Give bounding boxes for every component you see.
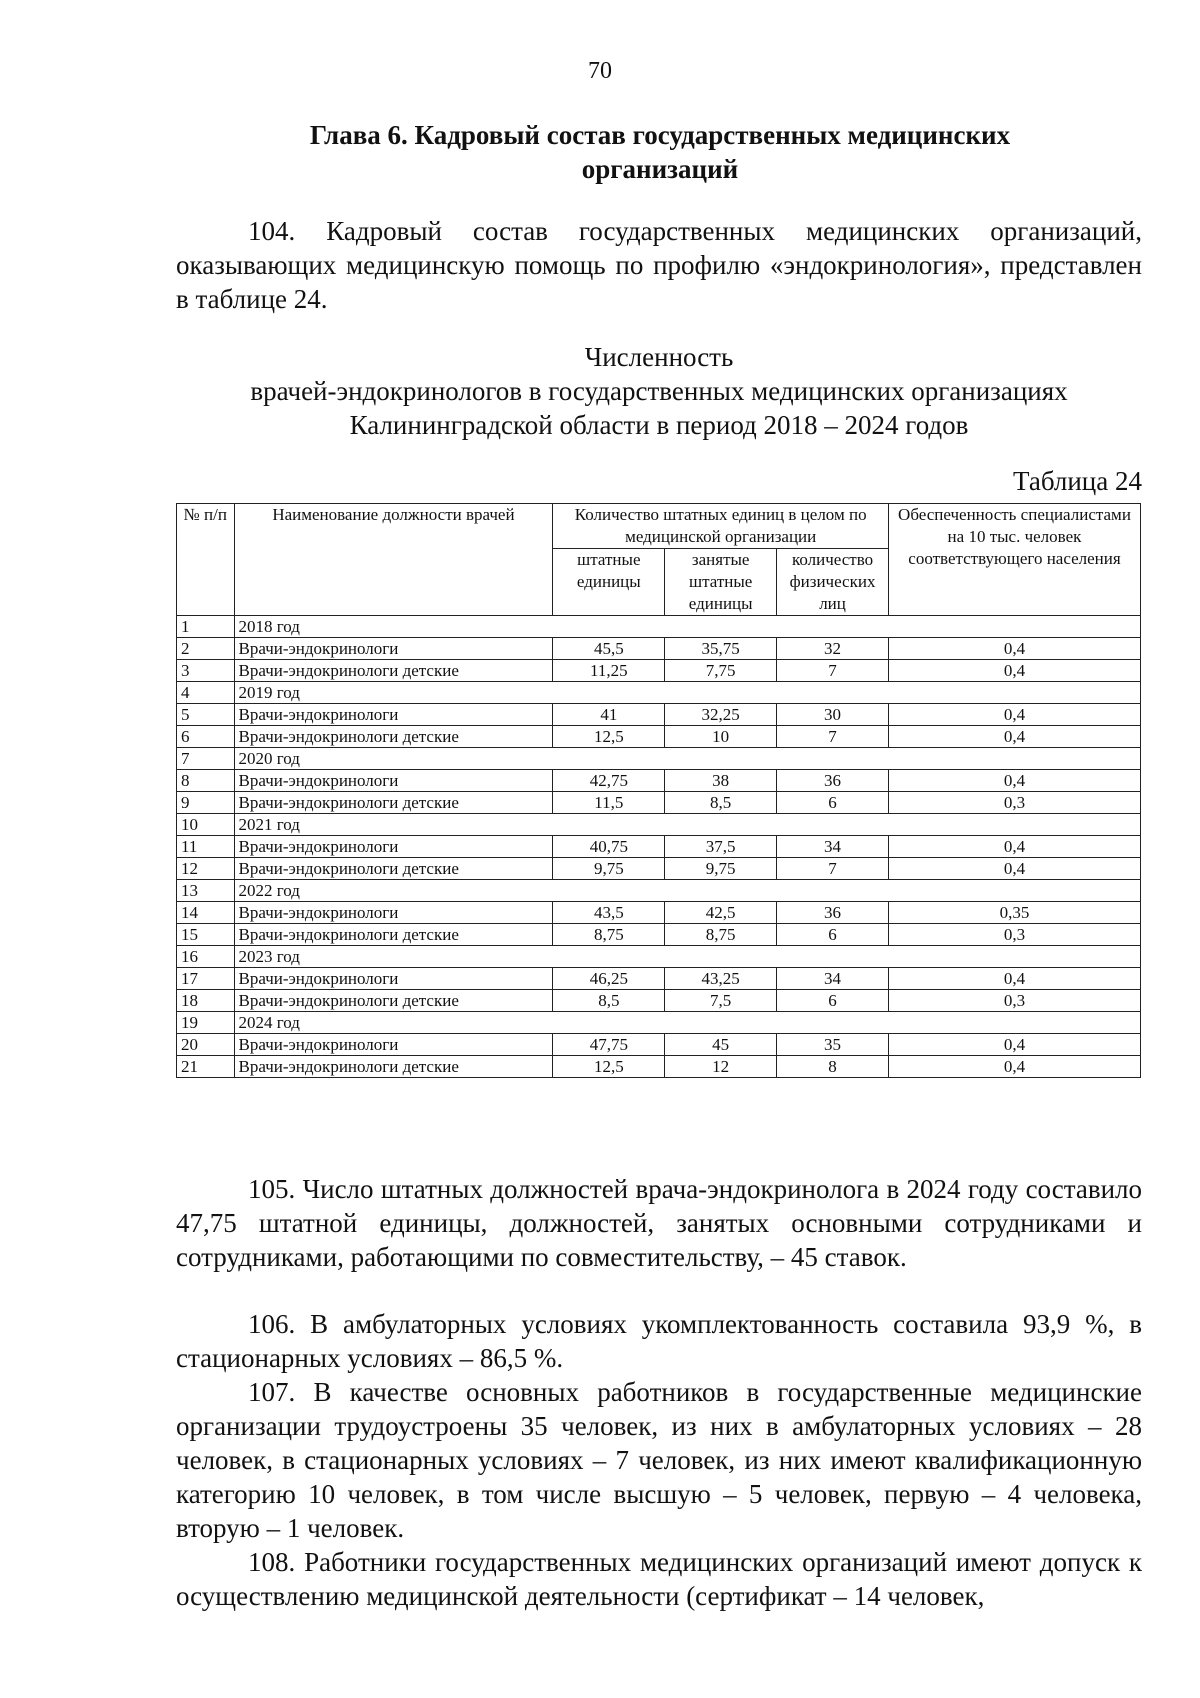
position-name-cell: Врачи-эндокринологи детские xyxy=(234,726,553,748)
table-year-row xyxy=(177,682,1141,704)
paragraph-108: 108. Работники государственных медицинских организаций имеют допуск к осуществлению медицинской деятельности (сертификат – 14 человек, xyxy=(176,1547,1142,1611)
year-cell: 2021 год xyxy=(234,814,1141,836)
year-cell: 2024 год xyxy=(234,1012,1141,1034)
table-row xyxy=(177,990,1141,1012)
ratio-cell: 0,3 xyxy=(888,990,1140,1012)
table-row xyxy=(177,660,1141,682)
occupied-units-cell: 8,75 xyxy=(665,924,777,946)
table-row xyxy=(177,858,1141,880)
ratio-cell: 0,4 xyxy=(888,968,1140,990)
table-header xyxy=(177,504,1141,616)
individuals-cell: 36 xyxy=(777,902,889,924)
individuals-cell: 36 xyxy=(777,770,889,792)
ratio-cell: 0,3 xyxy=(888,924,1140,946)
individuals-cell: 30 xyxy=(777,704,889,726)
staff-units-cell: 45,5 xyxy=(553,638,665,660)
position-name-cell: Врачи-эндокринологи xyxy=(234,1034,553,1056)
ratio-cell: 0,4 xyxy=(888,836,1140,858)
occupied-units-cell: 37,5 xyxy=(665,836,777,858)
table-row xyxy=(177,704,1141,726)
paragraph-104: 104. Кадровый состав государственных медицинских организаций, оказывающих медицинскую помощь по профилю «эндокринология», представлен в таблице 24. xyxy=(176,216,1142,314)
header-individuals: количество физических лиц xyxy=(777,549,889,616)
table-year-row xyxy=(177,616,1141,638)
ratio-cell: 0,4 xyxy=(888,1034,1140,1056)
occupied-units-cell: 38 xyxy=(665,770,777,792)
row-number-cell: 1 xyxy=(177,616,235,638)
header-units-group: Количество штатных единиц в целом по медицинской организации xyxy=(553,504,889,549)
table-year-row xyxy=(177,1012,1141,1034)
chapter-title: Глава 6. Кадровый состав государственных медицинских организаций xyxy=(309,120,1011,184)
ratio-cell: 0,4 xyxy=(888,638,1140,660)
staff-units-cell: 42,75 xyxy=(553,770,665,792)
individuals-cell: 35 xyxy=(777,1034,889,1056)
header-no: № п/п xyxy=(177,504,235,616)
row-number-cell: 17 xyxy=(177,968,235,990)
row-number-cell: 15 xyxy=(177,924,235,946)
table-year-row xyxy=(177,880,1141,902)
row-number-cell: 7 xyxy=(177,748,235,770)
ratio-cell: 0,3 xyxy=(888,792,1140,814)
header-occupied-units: занятые штатные единицы xyxy=(665,549,777,616)
staff-units-cell: 40,75 xyxy=(553,836,665,858)
table-row xyxy=(177,836,1141,858)
row-number-cell: 11 xyxy=(177,836,235,858)
position-name-cell: Врачи-эндокринологи детские xyxy=(234,924,553,946)
staff-units-cell: 46,25 xyxy=(553,968,665,990)
occupied-units-cell: 10 xyxy=(665,726,777,748)
table-row xyxy=(177,726,1141,748)
paragraph-105: 105. Число штатных должностей врача-эндокринолога в 2024 году составило 47,75 штатной единицы, должностей, занятых основными сотрудниками и сотрудниками, работающими по совместительству, – 45 ставок. xyxy=(176,1174,1142,1272)
occupied-units-cell: 12 xyxy=(665,1056,777,1078)
individuals-cell: 32 xyxy=(777,638,889,660)
table-caption-line: врачей-эндокринологов в государственных медицинских организациях xyxy=(250,376,1068,406)
table-row xyxy=(177,792,1141,814)
position-name-cell: Врачи-эндокринологи xyxy=(234,902,553,924)
year-cell: 2018 год xyxy=(234,616,1141,638)
row-number-cell: 12 xyxy=(177,858,235,880)
table-year-row xyxy=(177,814,1141,836)
position-name-cell: Врачи-эндокринологи xyxy=(234,836,553,858)
staff-units-cell: 11,25 xyxy=(553,660,665,682)
row-number-cell: 16 xyxy=(177,946,235,968)
table-caption xyxy=(176,340,1142,442)
position-name-cell: Врачи-эндокринологи детские xyxy=(234,858,553,880)
staff-units-cell: 12,5 xyxy=(553,1056,665,1078)
occupied-units-cell: 35,75 xyxy=(665,638,777,660)
staff-units-cell: 41 xyxy=(553,704,665,726)
staff-units-cell: 8,75 xyxy=(553,924,665,946)
table-body xyxy=(177,616,1141,1078)
table-row xyxy=(177,902,1141,924)
position-name-cell: Врачи-эндокринологи xyxy=(234,968,553,990)
ratio-cell: 0,4 xyxy=(888,770,1140,792)
individuals-cell: 6 xyxy=(777,924,889,946)
position-name-cell: Врачи-эндокринологи xyxy=(234,638,553,660)
row-number-cell: 21 xyxy=(177,1056,235,1078)
row-number-cell: 13 xyxy=(177,880,235,902)
staff-units-cell: 8,5 xyxy=(553,990,665,1012)
table-caption-line: Численность xyxy=(584,342,734,372)
staff-units-cell: 9,75 xyxy=(553,858,665,880)
year-cell: 2022 год xyxy=(234,880,1141,902)
row-number-cell: 3 xyxy=(177,660,235,682)
row-number-cell: 20 xyxy=(177,1034,235,1056)
occupied-units-cell: 32,25 xyxy=(665,704,777,726)
table-row xyxy=(177,968,1141,990)
table-row xyxy=(177,924,1141,946)
individuals-cell: 7 xyxy=(777,858,889,880)
page-number: 70 xyxy=(588,58,612,84)
individuals-cell: 6 xyxy=(777,792,889,814)
staff-units-cell: 43,5 xyxy=(553,902,665,924)
header-staff-units: штатные единицы xyxy=(553,549,665,616)
row-number-cell: 4 xyxy=(177,682,235,704)
table-row xyxy=(177,1056,1141,1078)
individuals-cell: 7 xyxy=(777,660,889,682)
ratio-cell: 0,35 xyxy=(888,902,1140,924)
row-number-cell: 2 xyxy=(177,638,235,660)
individuals-cell: 8 xyxy=(777,1056,889,1078)
ratio-cell: 0,4 xyxy=(888,1056,1140,1078)
row-number-cell: 18 xyxy=(177,990,235,1012)
header-name: Наименование должности врачей xyxy=(234,504,553,616)
ratio-cell: 0,4 xyxy=(888,858,1140,880)
row-number-cell: 19 xyxy=(177,1012,235,1034)
year-cell: 2020 год xyxy=(234,748,1141,770)
row-number-cell: 9 xyxy=(177,792,235,814)
row-number-cell: 14 xyxy=(177,902,235,924)
row-number-cell: 5 xyxy=(177,704,235,726)
position-name-cell: Врачи-эндокринологи детские xyxy=(234,1056,553,1078)
ratio-cell: 0,4 xyxy=(888,704,1140,726)
table-caption-line: Калининградской области в период 2018 – 2024 годов xyxy=(349,410,969,440)
occupied-units-cell: 9,75 xyxy=(665,858,777,880)
ratio-cell: 0,4 xyxy=(888,660,1140,682)
row-number-cell: 8 xyxy=(177,770,235,792)
paragraph-106: 106. В амбулаторных условиях укомплектованность составила 93,9 %, в стационарных условиях – 86,5 %. xyxy=(176,1309,1142,1373)
year-cell: 2019 год xyxy=(234,682,1141,704)
table-row xyxy=(177,1034,1141,1056)
individuals-cell: 6 xyxy=(777,990,889,1012)
paragraph-107: 107. В качестве основных работников в государственные медицинские организации трудоустроены 35 человек, из них в амбулаторных условиях – 28 человек, в стационарных условиях – 7 человек, из них имеют квалификационную категорию 10 человек, в том числе высшую – 5 человек, первую – 4 человека, вторую – 1 человек. xyxy=(176,1377,1142,1543)
position-name-cell: Врачи-эндокринологи детские xyxy=(234,792,553,814)
table-row xyxy=(177,638,1141,660)
position-name-cell: Врачи-эндокринологи xyxy=(234,770,553,792)
occupied-units-cell: 45 xyxy=(665,1034,777,1056)
header-ratio: Обеспеченность специалистами на 10 тыс. человек соответствующего населения xyxy=(888,504,1140,616)
staff-table xyxy=(176,503,1141,1078)
ratio-cell: 0,4 xyxy=(888,726,1140,748)
individuals-cell: 34 xyxy=(777,836,889,858)
occupied-units-cell: 42,5 xyxy=(665,902,777,924)
staff-units-cell: 11,5 xyxy=(553,792,665,814)
table-year-row xyxy=(177,946,1141,968)
occupied-units-cell: 7,5 xyxy=(665,990,777,1012)
position-name-cell: Врачи-эндокринологи детские xyxy=(234,660,553,682)
staff-units-cell: 12,5 xyxy=(553,726,665,748)
table-year-row xyxy=(177,748,1141,770)
year-cell: 2023 год xyxy=(234,946,1141,968)
row-number-cell: 10 xyxy=(177,814,235,836)
individuals-cell: 34 xyxy=(777,968,889,990)
individuals-cell: 7 xyxy=(777,726,889,748)
position-name-cell: Врачи-эндокринологи детские xyxy=(234,990,553,1012)
occupied-units-cell: 7,75 xyxy=(665,660,777,682)
staff-units-cell: 47,75 xyxy=(553,1034,665,1056)
table-label: Таблица 24 xyxy=(1013,466,1142,496)
occupied-units-cell: 8,5 xyxy=(665,792,777,814)
table-row xyxy=(177,770,1141,792)
position-name-cell: Врачи-эндокринологи xyxy=(234,704,553,726)
occupied-units-cell: 43,25 xyxy=(665,968,777,990)
row-number-cell: 6 xyxy=(177,726,235,748)
